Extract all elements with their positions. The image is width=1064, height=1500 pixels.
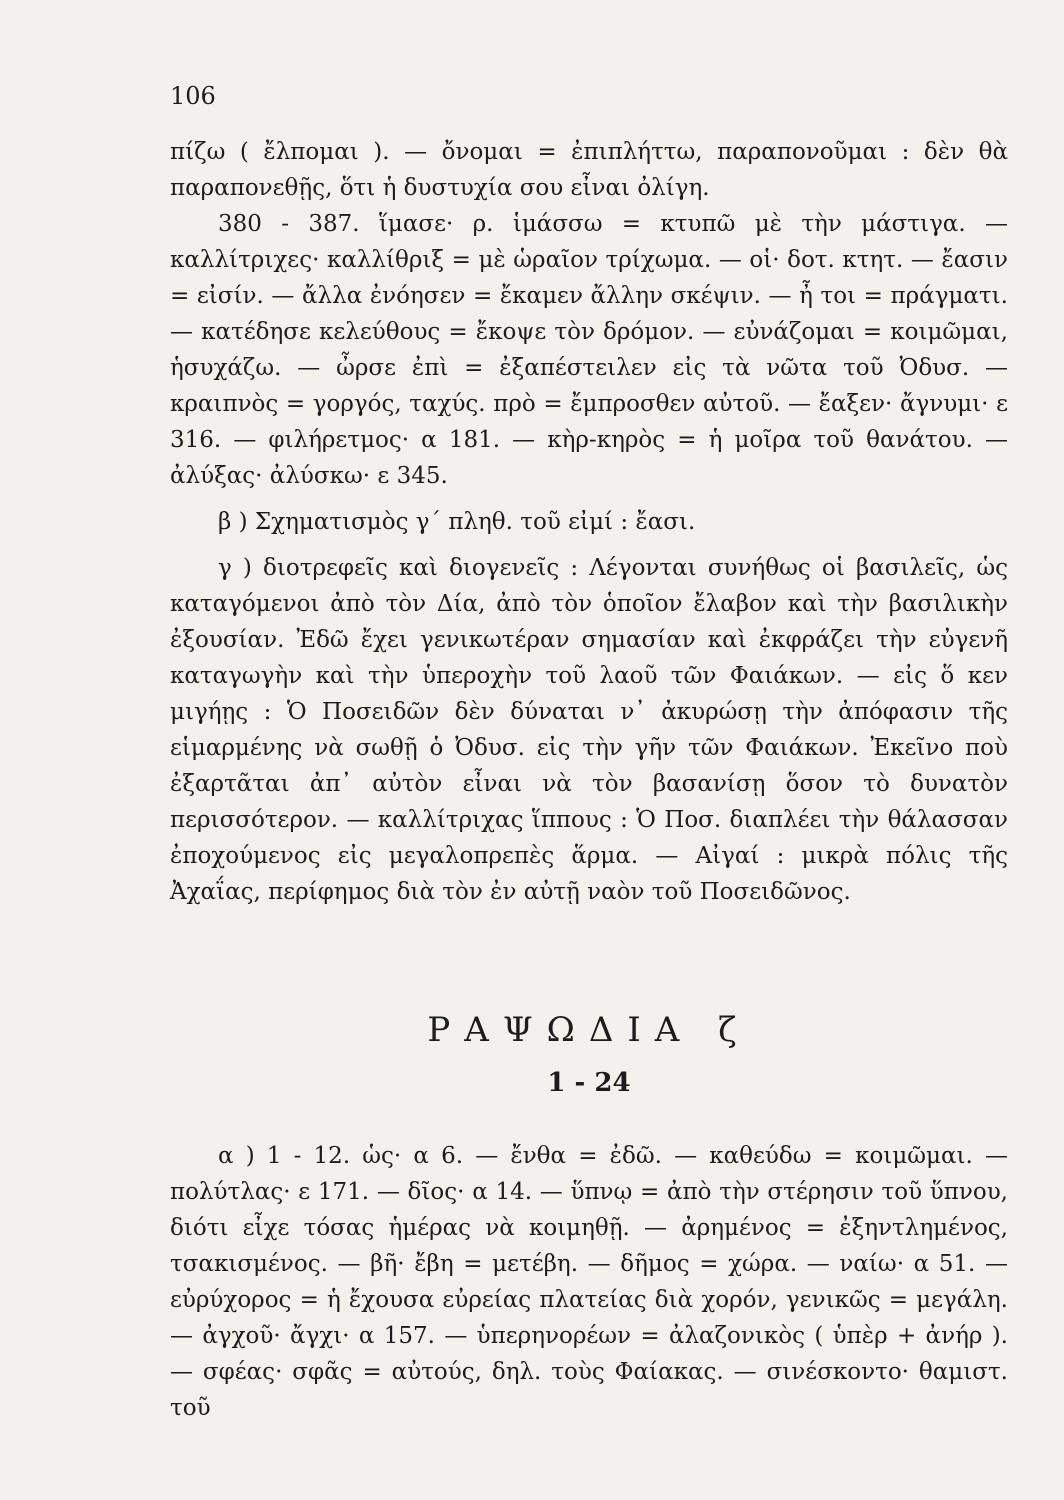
commentary-block-rhapsody-z bbox=[170, 1138, 1008, 1426]
paragraph-380-387: 380 - 387. ἵμασε· ρ. ἱμάσσω = κτυπῶ μὲ τὴν μάστιγα. — καλλίτριχες· καλλίθριξ = μὲ ὡραῖον τρίχωμα. — οἱ· δοτ. κτητ. — ἔασιν = εἰσίν. — ἄλλα ἐνόησεν = ἔκαμεν ἄλλην σκέψιν. — ἦ τοι = πράγματι. — κατέδησε κελεύθους = ἔκοψε τὸν δρόμον. — εὐνάζομαι = κοιμῶμαι, ἡσυχάζω. — ὦρσε ἐπὶ = ἐξαπέστειλεν εἰς τὰ νῶτα τοῦ Ὀδυσ. — κραιπνὸς = γοργός, ταχύς. πρὸ = ἔμπροσθεν αὐτοῦ. — ἔαξεν· ἄγνυμι· ε 316. — φιλήρετμος· α 181. — κὴρ-κηρὸς = ἡ μοῖρα τοῦ θανάτου. — ἀλύξας· ἀλύσκω· ε 345. bbox=[170, 211, 1008, 489]
paragraph-alpha: α ) 1 - 12. ὡς· α 6. — ἔνθα = ἐδῶ. — καθεύδω = κοιμῶμαι. — πολύτλας· ε 171. — δῖος· α 14. — ὕπνῳ = ἀπὸ τὴν στέρησιν τοῦ ὕπνου, διότι εἶχε τόσας ἡμέρας νὰ κοιμηθῇ. — ἀρημένος = ἐξηντλημένος, τσακισμένος. — βῆ· ἔβη = μετέβη. — δῆμος = χώρα. — ναίω· α 51. — εὐρύχορος = ἡ ἔχουσα εὐρείας πλατείας διὰ χορόν, γενικῶς = μεγάλη. — ἀγχοῦ· ἄγχι· α 157. — ὑπερηνορέων = ἀλαζονικὸς ( ὑπὲρ + ἀνήρ ). — σφέας· σφᾶς = αὐτούς, δηλ. τοὺς Φαίακας. — σινέσκοντο· θαμιστ. τοῦ bbox=[170, 1143, 1008, 1421]
commentary-block bbox=[170, 134, 1008, 910]
rhapsody-heading: ΡΑΨΩΔΙΑ ζ bbox=[427, 1010, 751, 1050]
page-number: 106 bbox=[170, 82, 216, 110]
paragraph-beta: β ) Σχηματισμὸς γ΄ πληθ. τοῦ εἰμί : ἔασι. bbox=[218, 509, 696, 535]
paragraph-continuation: πίζω ( ἔλπομαι ). — ὄνομαι = ἐπιπλήττω, παραπονοῦμαι : δὲν θὰ παραπονεθῇς, ὅτι ἡ δυστυχία σου εἶναι ὀλίγη. bbox=[170, 139, 1008, 201]
verse-range-heading: 1 - 24 bbox=[547, 1068, 631, 1098]
paragraph-gamma: γ ) διοτρεφεῖς καὶ διογενεῖς : Λέγονται συνήθως οἱ βασιλεῖς, ὡς καταγόμενοι ἀπὸ τὸν Δία, ἀπὸ τὸν ὁποῖον ἔλαβον καὶ τὴν βασιλικὴν ἐξουσίαν. Ἐδῶ ἔχει γενικωτέραν σημασίαν καὶ ἐκφράζει τὴν εὐγενῆ καταγωγὴν καὶ τὴν ὑπεροχὴν τοῦ λαοῦ τῶν Φαιάκων. — εἰς ὅ κεν μιγήῃς : Ὁ Ποσειδῶν δὲν δύναται ν᾽ ἀκυρώσῃ τὴν ἀπόφασιν τῆς εἱμαρμένης νὰ σωθῇ ὁ Ὀδυσ. εἰς τὴν γῆν τῶν Φαιάκων. Ἐκεῖνο ποὺ ἐξαρτᾶται ἀπ᾽ αὐτὸν εἶναι νὰ τὸν βασανίσῃ ὅσον τὸ δυνατὸν περισσότερον. — καλλίτριχας ἵππους : Ὁ Ποσ. διαπλέει τὴν θάλασσαν ἐποχούμενος εἰς μεγαλοπρεπὲς ἅρμα. — Αἰγαί : μικρὰ πόλις τῆς Ἀχαΐας, περίφημος διὰ τὸν ἐν αὐτῇ ναὸν τοῦ Ποσειδῶνος. bbox=[170, 555, 1008, 905]
